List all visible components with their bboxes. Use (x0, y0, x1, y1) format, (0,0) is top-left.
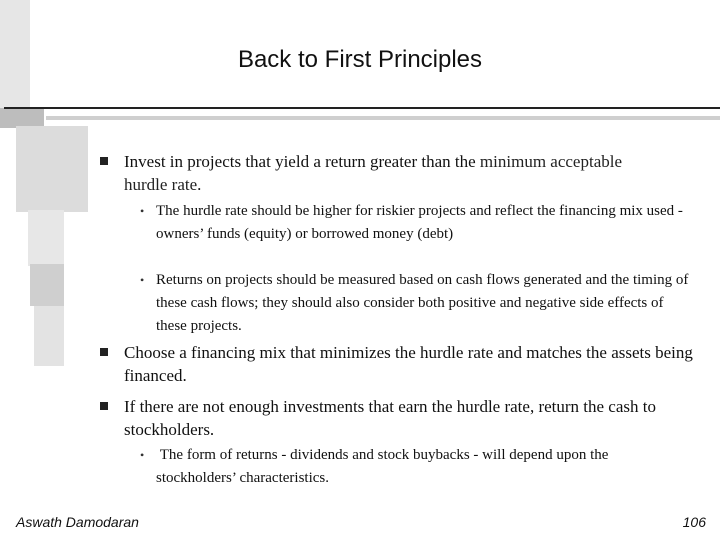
bullet-1-highlight: minimum acceptable hurdle rate (124, 152, 623, 194)
sub-bullet-1-2: Returns on projects should be measured based on cash flows generated and the timing of these cash flows; they should also consider both positive and negative side effects of these projects. (156, 272, 689, 334)
decorative-block (0, 108, 44, 128)
decorative-block (16, 126, 88, 212)
sub-bullet-1-1: The hurdle rate should be higher for riskier projects and reflect the financing mix used - owners’ funds (equity) or borrowed money (debt) (156, 203, 683, 242)
slide-title: Back to First Principles (237, 46, 483, 73)
page-number: 106 (682, 514, 706, 530)
footer-author: Aswath Damodaran (16, 514, 139, 530)
decorative-block (30, 264, 64, 306)
sub-bullet-3-1: The form of returns - dividends and stock buybacks - will depend upon the stockholders’ characteristics. (156, 447, 613, 486)
bullet-1-text (124, 150, 644, 196)
bullet-marker (100, 348, 108, 356)
sub-bullet-marker: • (140, 204, 145, 218)
decorative-block (28, 210, 64, 266)
bullet-1-text-a: Invest in projects that yield a return greater than the (124, 152, 480, 171)
title-divider-shadow (46, 116, 720, 120)
title-divider (4, 107, 720, 109)
bullet-2-text: Choose a financing mix that minimizes the hurdle rate and matches the assets being financed. (124, 343, 693, 385)
bullet-marker (100, 157, 108, 165)
decorative-block (34, 306, 64, 366)
bullet-3-text: If there are not enough investments that earn the hurdle rate, return the cash to stockholders. (124, 397, 656, 439)
sub-bullet-marker: • (140, 448, 145, 462)
bullet-1-text-c: . (197, 175, 202, 194)
bullet-marker (100, 402, 108, 410)
sub-bullet-marker: • (140, 273, 145, 287)
